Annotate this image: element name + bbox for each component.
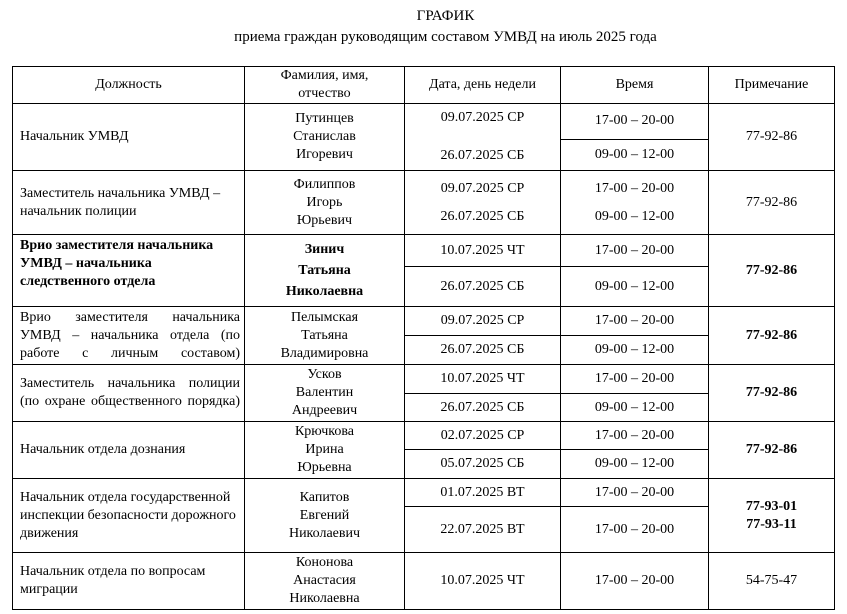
- table-row: [13, 235, 835, 267]
- patronymic: Владимировна: [280, 345, 369, 361]
- date-cell-1: 10.07.2025 ЧТ: [405, 365, 561, 394]
- note-cell: 77-92-86: [709, 104, 835, 171]
- last-name: Зинич: [304, 241, 345, 257]
- date-cell-1: 09.07.2025 СР: [405, 307, 561, 336]
- name-cell: [245, 171, 405, 235]
- table-row: [13, 307, 835, 336]
- name-cell: [245, 307, 405, 365]
- date-cell-2: 26.07.2025 СБ: [405, 394, 561, 422]
- time-2: 09-00 – 12-00: [594, 208, 675, 224]
- first-name: Анастасия: [293, 573, 356, 588]
- first-name: Евгений: [299, 507, 350, 523]
- position-cell: Начальник отдела дознания: [13, 422, 245, 479]
- time-cell: [561, 171, 709, 235]
- note-cell: 77-92-86: [709, 422, 835, 479]
- date-2: 26.07.2025 СБ: [440, 148, 525, 163]
- note-phone-1: 77-93-01: [745, 498, 798, 514]
- date-cell-1: 10.07.2025 ЧТ: [405, 235, 561, 267]
- date-cell-2: 22.07.2025 ВТ: [405, 507, 561, 553]
- date-cell-1: 02.07.2025 СР: [405, 422, 561, 450]
- position-cell: Заместитель начальника полиции (по охране общественного порядка): [13, 365, 245, 422]
- first-name: Станислав: [293, 129, 356, 144]
- name-cell: [245, 365, 405, 422]
- position-cell: Заместитель начальника УМВД – начальник полиции: [13, 171, 245, 235]
- time-cell-1: 17-00 – 20-00: [561, 307, 709, 336]
- last-name: Кононова: [295, 555, 354, 570]
- patronymic: Андреевич: [291, 403, 358, 418]
- time-cell-1: 17-00 – 20-00: [561, 422, 709, 450]
- header-note: Примечание: [709, 67, 835, 104]
- schedule-table: [12, 66, 835, 610]
- table-row: [13, 171, 835, 235]
- note-cell: 54-75-47: [709, 553, 835, 610]
- table-row: [13, 479, 835, 507]
- time-cell-2: 09-00 – 12-00: [561, 394, 709, 422]
- patronymic: Николаевна: [289, 591, 360, 606]
- position-cell: Врио заместителя начальника УМВД – начальника следственного отдела: [13, 235, 245, 307]
- table-row: [13, 553, 835, 610]
- header-name: [245, 67, 405, 104]
- name-cell: [245, 104, 405, 171]
- header-name-text: Фамилия, имя, отчество: [280, 68, 369, 101]
- time-cell-2: 09-00 – 12-00: [561, 139, 709, 170]
- first-name: Татьяна: [298, 262, 351, 278]
- time-cell: 17-00 – 20-00: [561, 553, 709, 610]
- note-cell: 77-92-86: [709, 171, 835, 235]
- position-cell: Начальник отдела государственной инспекции безопасности дорожного движения: [13, 479, 245, 553]
- patronymic: Юрьевич: [296, 212, 353, 228]
- last-name: Крючкова: [294, 424, 355, 439]
- date-cell: [405, 171, 561, 235]
- patronymic: Игоревич: [296, 147, 353, 162]
- table-row: [13, 104, 835, 140]
- note-cell: 77-92-86: [709, 365, 835, 422]
- patronymic: Юрьевна: [297, 460, 352, 475]
- date-cell-2: 26.07.2025 СБ: [405, 267, 561, 307]
- last-name: Филиппов: [293, 176, 356, 192]
- time-cell-2: 09-00 – 12-00: [561, 336, 709, 365]
- first-name: Игорь: [306, 194, 343, 210]
- name-cell: [245, 553, 405, 610]
- date-cell-2: 05.07.2025 СБ: [405, 450, 561, 479]
- date-2: 26.07.2025 СБ: [440, 208, 525, 224]
- time-cell-2: 09-00 – 12-00: [561, 267, 709, 307]
- document-subtitle: приема граждан руководящим составом УМВД на июль 2025 года: [234, 29, 657, 45]
- first-name: Ирина: [305, 442, 344, 457]
- date-cell: [405, 104, 561, 171]
- header-position: Должность: [13, 67, 245, 104]
- time-1: 17-00 – 20-00: [594, 180, 675, 196]
- header-row: [13, 67, 835, 104]
- note-cell: 77-92-86: [709, 307, 835, 365]
- position-cell: Начальник УМВД: [13, 104, 245, 171]
- last-name: Капитов: [299, 489, 350, 505]
- time-cell-1: 17-00 – 20-00: [561, 479, 709, 507]
- table-row: [13, 422, 835, 450]
- note-cell: 77-92-86: [709, 235, 835, 307]
- last-name: Путинцев: [295, 111, 354, 126]
- time-cell-1: 17-00 – 20-00: [561, 365, 709, 394]
- time-cell-2: 17-00 – 20-00: [561, 507, 709, 553]
- date-1: 09.07.2025 СР: [440, 180, 525, 196]
- date-cell: 10.07.2025 ЧТ: [405, 553, 561, 610]
- last-name: Усков: [307, 367, 342, 382]
- header-date: Дата, день недели: [405, 67, 561, 104]
- last-name: Пелымская: [290, 309, 359, 325]
- time-cell-1: 17-00 – 20-00: [561, 235, 709, 267]
- document-title: ГРАФИК: [416, 8, 475, 24]
- time-cell-2: 09-00 – 12-00: [561, 450, 709, 479]
- first-name: Татьяна: [301, 327, 348, 343]
- table-row: [13, 365, 835, 394]
- time-cell-1: 17-00 – 20-00: [561, 104, 709, 140]
- patronymic: Николаевна: [285, 283, 364, 299]
- date-cell-1: 01.07.2025 ВТ: [405, 479, 561, 507]
- first-name: Валентин: [295, 385, 354, 400]
- name-cell: [245, 235, 405, 307]
- note-phone-2: 77-93-11: [746, 516, 797, 532]
- date-1: 09.07.2025 СР: [440, 110, 525, 125]
- position-cell: Врио заместителя начальника УМВД – начальника отдела (по работе с личным составом): [13, 307, 245, 365]
- note-cell: [709, 479, 835, 553]
- date-cell-2: 26.07.2025 СБ: [405, 336, 561, 365]
- name-cell: [245, 479, 405, 553]
- header-time: Время: [561, 67, 709, 104]
- patronymic: Николаевич: [288, 525, 361, 541]
- position-cell: Начальник отдела по вопросам миграции: [13, 553, 245, 610]
- name-cell: [245, 422, 405, 479]
